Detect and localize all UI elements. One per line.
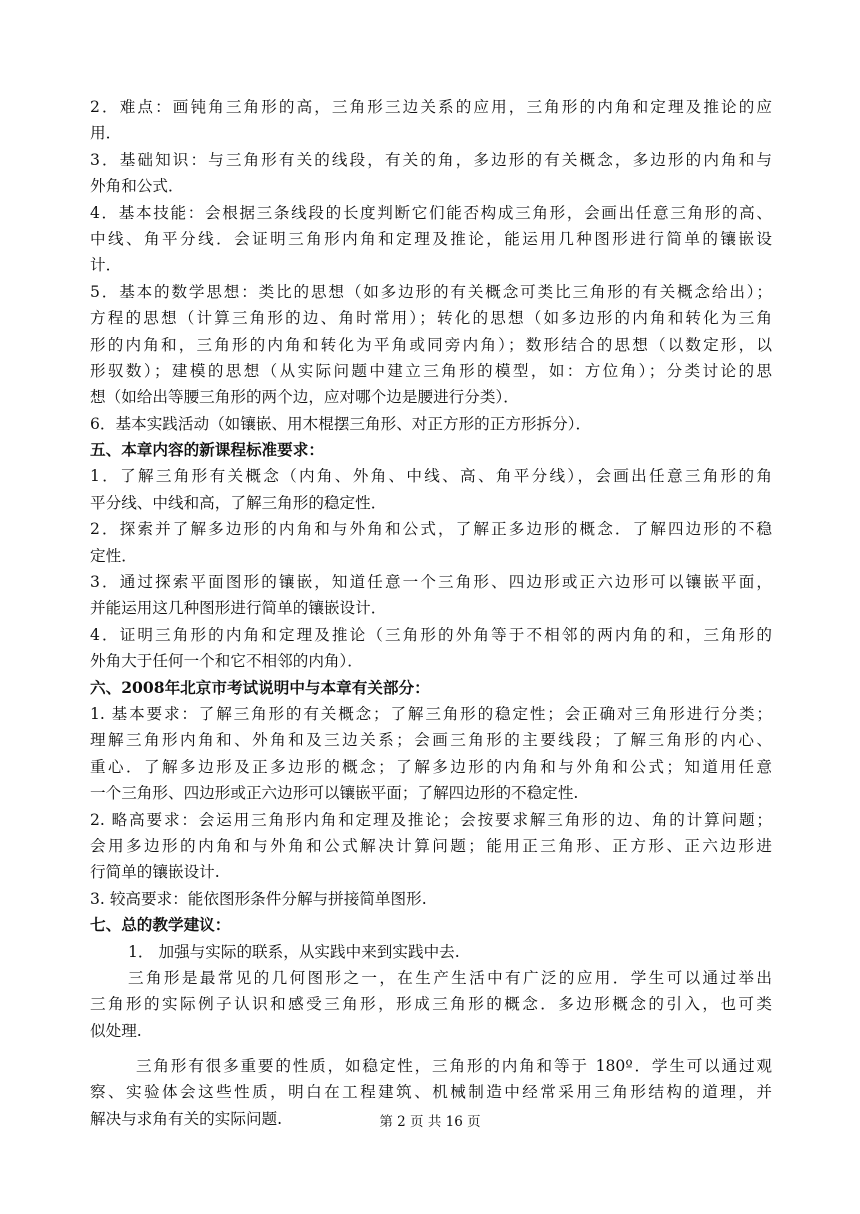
text-line: 三角形的实际例子认识和感受三角形，形成三角形的概念．多边形概念的引入，也可类 (90, 995, 772, 1014)
text-line: 4．基本技能：会根据三条线段的长度判断它们能否构成三角形，会画出任意三角形的高、 (90, 203, 772, 222)
text-line: 1． 加强与实际的联系，从实践中来到实践中去. (128, 942, 460, 961)
text-line: 外角和公式． (90, 177, 184, 196)
text-line: 计． (90, 256, 122, 275)
text-line: 形的内角和，三角形的内角和转化为平角或同旁内角）；数形结合的思想（以数定形，以 (90, 335, 772, 354)
text-line: 三角形是最常见的几何图形之一，在生产生活中有广泛的应用．学生可以通过举出 (128, 968, 772, 987)
text-line: 一个三角形、四边形或正六边形可以镶嵌平面；了解四边形的不稳定性. (90, 784, 579, 803)
text-line: 三角形有很多重要的性质，如稳定性，三角形的内角和等于 180º．学生可以通过观 (136, 1057, 772, 1076)
text-line: 6．基本实践活动（如镶嵌、用木棍摆三角形、对正方形的正方形拆分）． (90, 414, 592, 433)
page-footer: 第 2 页 共 16 页 (379, 1114, 481, 1130)
text-line: 似处理. (90, 1021, 142, 1040)
section-heading: 六、2008年北京市考试说明中与本章有关部分： (90, 677, 430, 697)
section-heading: 五、本章内容的新课程标准要求： (90, 440, 324, 460)
text-line: 理解三角形内角和、外角和及三边关系；会画三角形的主要线段；了解三角形的内心、 (90, 731, 772, 750)
text-line: 3．基础知识：与三角形有关的线段，有关的角，多边形的有关概念，多边形的内角和与 (90, 150, 772, 169)
text-line: 2．难点：画钝角三角形的高，三角形三边关系的应用，三角形的内角和定理及推论的应 (90, 98, 772, 116)
text-line: 1．了解三角形有关概念（内角、外角、中线、高、角平分线），会画出任意三角形的角 (90, 467, 772, 486)
document-body (90, 94, 772, 1132)
text-line: 定性． (90, 546, 137, 565)
text-line: 用． (90, 124, 122, 143)
text-line: 1. 基本要求：了解三角形的有关概念；了解三角形的稳定性；会正确对三角形进行分类； (90, 704, 772, 723)
text-line: 3．通过探索平面图形的镶嵌，知道任意一个三角形、四边形或正六边形可以镶嵌平面， (90, 573, 772, 592)
text-line: 中线、角平分线．会证明三角形内角和定理及推论，能运用几种图形进行简单的镶嵌设 (90, 229, 772, 248)
text-line: 并能运用这几种图形进行简单的镶嵌设计． (90, 599, 387, 618)
text-line: 解决与求角有关的实际问题. (90, 1109, 283, 1128)
text-line: 2. 略高要求：会运用三角形内角和定理及推论；会按要求解三角形的边、角的计算问题； (90, 810, 772, 829)
text-line: 2．探索并了解多边形的内角和与外角和公式，了解正多边形的概念．了解四边形的不稳 (90, 520, 772, 539)
text-line: 察、实验体会这些性质，明白在工程建筑、机械制造中经常采用三角形结构的道理，并 (90, 1083, 772, 1102)
text-line: 平分线、中线和高，了解三角形的稳定性． (90, 493, 387, 512)
text-line: 5．基本的数学思想：类比的思想（如多边形的有关概念可类比三角形的有关概念给出）； (90, 282, 772, 301)
text-line: 3. 较高要求：能依图形条件分解与拼接简单图形. (90, 889, 427, 908)
text-line: 4．证明三角形的内角和定理及推论（三角形的外角等于不相邻的两内角的和，三角形的 (90, 625, 772, 644)
text-line: 外角大于任何一个和它不相邻的内角）． (90, 652, 363, 671)
text-line: 方程的思想（计算三角形的边、角时常用）；转化的思想（如多边形的内角和转化为三角 (90, 309, 772, 328)
text-line: 形驭数）；建模的思想（从实际问题中建立三角形的模型，如：方位角）；分类讨论的思 (90, 361, 772, 380)
text-line: 会用多边形的内角和与外角和公式解决计算问题；能用正三角形、正方形、正六边形进 (90, 836, 772, 855)
section-heading: 七、总的教学建议： (90, 915, 231, 935)
text-line: 重心．了解多边形及正多边形的概念；了解多边形的内角和与外角和公式；知道用任意 (90, 757, 772, 776)
text-line: 想（如给出等腰三角形的两个边，应对哪个边是腰进行分类）． (90, 388, 519, 407)
text-line: 行简单的镶嵌设计. (90, 863, 220, 882)
